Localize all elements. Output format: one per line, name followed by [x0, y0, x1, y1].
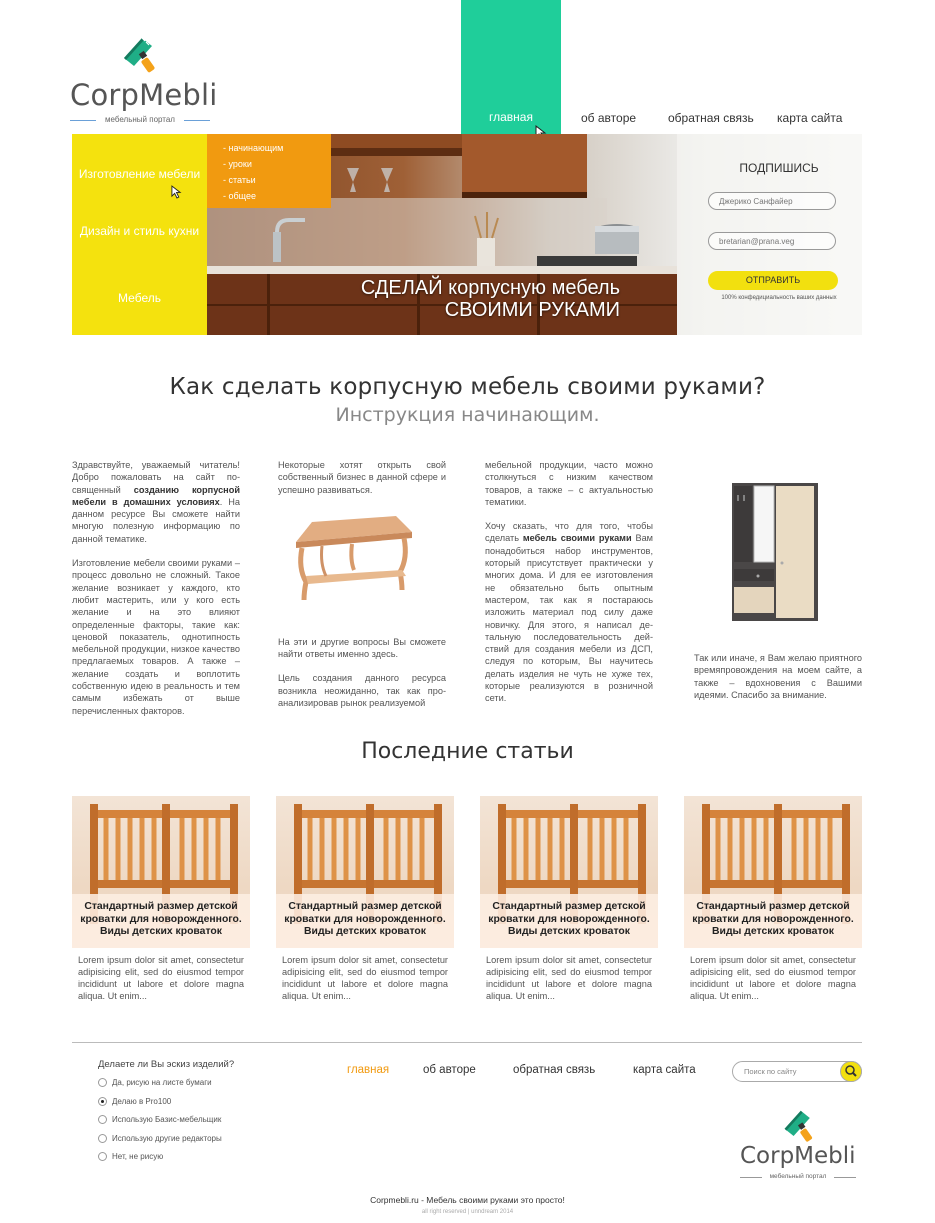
paragraph: Некоторые хотят открыть свой собственный бизнес в данной сфере и успешно развиваться.: [278, 460, 446, 495]
card-excerpt: Lorem ipsum dolor sit amet, consectetur adipisicing elit, sed do eiusmod tempor incididunt ut labore et dolore magna aliqua. Ut enim...: [78, 955, 244, 1001]
paragraph: Здравствуйте, уважаемый читатель! Добро пожаловать на сайт посвященный созданию корпусной мебели в домашних условиях. На данном ресурсе Вы сможете найти многую полезную информацию по данной тематике.: [72, 460, 240, 544]
article-card[interactable]: [480, 796, 658, 1002]
page-subtitle: Инструкция начинающим.: [335, 404, 600, 426]
article-column-3: [485, 459, 653, 717]
cursor-icon: [171, 185, 182, 199]
brand-name: CorpMebli: [740, 1143, 856, 1169]
search-placeholder: Поиск по сайту: [744, 1067, 797, 1076]
copyright: Corpmebli.ru - Мебель своими руками это просто!: [370, 1195, 565, 1205]
radio-icon[interactable]: [98, 1115, 107, 1124]
saw-logo-icon: [122, 36, 158, 76]
search-icon: [841, 1062, 861, 1081]
footer-nav-sitemap[interactable]: карта сайта: [633, 1064, 696, 1076]
poll-option[interactable]: Использую другие редакторы: [98, 1134, 222, 1143]
table-image: [292, 512, 416, 608]
nav-item-home[interactable]: [461, 0, 561, 134]
article-column-4: [694, 652, 862, 713]
radio-icon[interactable]: [98, 1097, 107, 1106]
search-input[interactable]: [732, 1061, 862, 1082]
submenu-item-beginners[interactable]: - начинающим: [223, 143, 284, 153]
article-card[interactable]: [684, 796, 862, 1002]
hero-headline-line2: СВОИМИ РУКАМИ: [444, 299, 620, 321]
wardrobe-image: [728, 483, 820, 621]
paragraph: Хочу сказать, что для того, чтобы сделать мебель своими руками Вам понадобиться набор инструментов, который присутствует практически у многих дома. И для ее изготовления не обязательно быть опытным мастером, так как я постараюсь изложить материал под силу даже новичку. Для этого, я написал детальную последовательность действий для создания мебели из ДСП, следуя по которым, Вы научитесь делать изделия не чуть не хуже тех, которые реализуются в розничной сети.: [485, 521, 653, 704]
paragraph: Изготовление мебели своими руками – процесс довольно не сложный. Такое желание возникает у каждого, кто любит мастерить, или у кого есть желание и на это влияют определенные факторы, такие как: ценовой показатель, однотипность мебельной продукции, низкое качество предлагаемых товаров. А также – желание создать и воплотить собственную идею в реальность и тем самым избежать от выше перечисленных факторов.: [72, 558, 240, 716]
email-field[interactable]: bretarian@prana.veg: [708, 232, 836, 250]
footer-divider: [72, 1042, 862, 1043]
category-kitchen-design[interactable]: Дизайн и стиль кухни: [79, 224, 200, 238]
poll-option[interactable]: Использую Базис-мебельщик: [98, 1115, 221, 1124]
bold-phrase: мебель своими руками: [522, 533, 632, 544]
latest-articles-title: Последние статьи: [361, 739, 574, 764]
hero-headline-line1: СДЕЛАЙ корпусную мебель: [360, 277, 620, 299]
subscribe-title: ПОДПИШИСЬ: [739, 161, 819, 175]
category-furniture[interactable]: Мебель: [118, 291, 161, 305]
privacy-note: 100% конфедициальность ваших данных: [721, 295, 837, 301]
card-excerpt: Lorem ipsum dolor sit amet, consectetur adipisicing elit, sed do eiusmod tempor incididunt ut labore et dolore magna aliqua. Ut enim...: [282, 955, 448, 1001]
card-caption[interactable]: Стандартный размер детской кроватки для новорожденного. Виды детских кроваток: [480, 894, 658, 948]
card-caption[interactable]: Стандартный размер детской кроватки для новорожденного. Виды детских кроваток: [72, 894, 250, 948]
nav-item-feedback[interactable]: обратная связь: [668, 111, 754, 125]
radio-icon[interactable]: [98, 1078, 107, 1087]
nav-item-author[interactable]: об авторе: [581, 111, 637, 125]
page-title: Как сделать корпусную мебель своими руками?: [169, 374, 766, 400]
submit-button[interactable]: ОТПРАВИТЬ: [708, 271, 838, 290]
submenu-item-general[interactable]: - общее: [223, 191, 256, 201]
brand-name: CorpMebli: [70, 78, 218, 112]
name-field[interactable]: Джерико Санфайер: [708, 192, 836, 210]
category-furniture-making[interactable]: Изготовление мебели: [78, 167, 201, 181]
nav-item-label: главная: [489, 110, 533, 124]
hero-headline: [272, 277, 620, 321]
submenu-item-articles[interactable]: - статьи: [223, 175, 256, 185]
bold-phrase: созданию корпусной мебели в домашних условиях: [72, 484, 240, 507]
crib-image: [684, 796, 862, 948]
search-button[interactable]: [840, 1061, 862, 1082]
brand-tagline: мебельный портал: [740, 1173, 856, 1180]
card-caption[interactable]: Стандартный размер детской кроватки для новорожденного. Виды детских кроваток: [684, 894, 862, 948]
submenu-item-lessons[interactable]: - уроки: [223, 159, 252, 169]
article-card[interactable]: [276, 796, 454, 1002]
article-column-1: [72, 459, 240, 729]
rights-note: all right reserved | unndream 2014: [421, 1209, 514, 1215]
footer-nav-feedback[interactable]: обратная связь: [513, 1064, 596, 1076]
subscribe-form: [696, 134, 862, 335]
crib-image: [72, 796, 250, 948]
article-column-2: [278, 459, 446, 721]
radio-icon[interactable]: [98, 1134, 107, 1143]
hero-banner: [72, 134, 862, 335]
paragraph: Цель создания данного ресурса возникла неожиданно, так как проанализировав рынок реализуемой: [278, 673, 446, 709]
category-sidebar: [72, 134, 207, 335]
footer-nav-home[interactable]: главная: [347, 1064, 390, 1076]
card-excerpt: Lorem ipsum dolor sit amet, consectetur adipisicing elit, sed do eiusmod tempor incididunt ut labore et dolore magna aliqua. Ut enim...: [486, 955, 652, 1001]
brand-tagline: мебельный портал: [70, 115, 210, 124]
footer-nav-author[interactable]: об авторе: [423, 1064, 476, 1076]
paragraph: На эти и другие вопросы Вы сможете найти ответы именно здесь.: [278, 636, 446, 660]
crib-image: [480, 796, 658, 948]
nav-item-sitemap[interactable]: карта сайта: [777, 111, 843, 125]
poll-question: Делаете ли Вы эскиз изделий?: [98, 1059, 235, 1070]
poll-option[interactable]: Нет, не рисую: [98, 1152, 163, 1161]
paragraph: Так или иначе, я Вам желаю приятного времяпровождения на моем сайте, а также – вдохновения с Вашими идеями. Спасибо за внимание.: [694, 653, 862, 700]
category-submenu: [207, 134, 331, 208]
radio-icon[interactable]: [98, 1152, 107, 1161]
paragraph: мебельной продукции, часто можно столкнуться с низким качеством товаров, а также – с актуальностью тематики.: [485, 460, 653, 507]
saw-logo-icon: [782, 1109, 816, 1145]
card-caption[interactable]: Стандартный размер детской кроватки для новорожденного. Виды детских кроваток: [276, 894, 454, 948]
card-excerpt: Lorem ipsum dolor sit amet, consectetur adipisicing elit, sed do eiusmod tempor incididunt ut labore et dolore magna aliqua. Ut enim...: [690, 955, 856, 1001]
poll-option[interactable]: Да, рисую на листе бумаги: [98, 1078, 212, 1087]
poll-option[interactable]: Делаю в Pro100: [98, 1097, 171, 1106]
article-card[interactable]: [72, 796, 250, 1002]
crib-image: [276, 796, 454, 948]
